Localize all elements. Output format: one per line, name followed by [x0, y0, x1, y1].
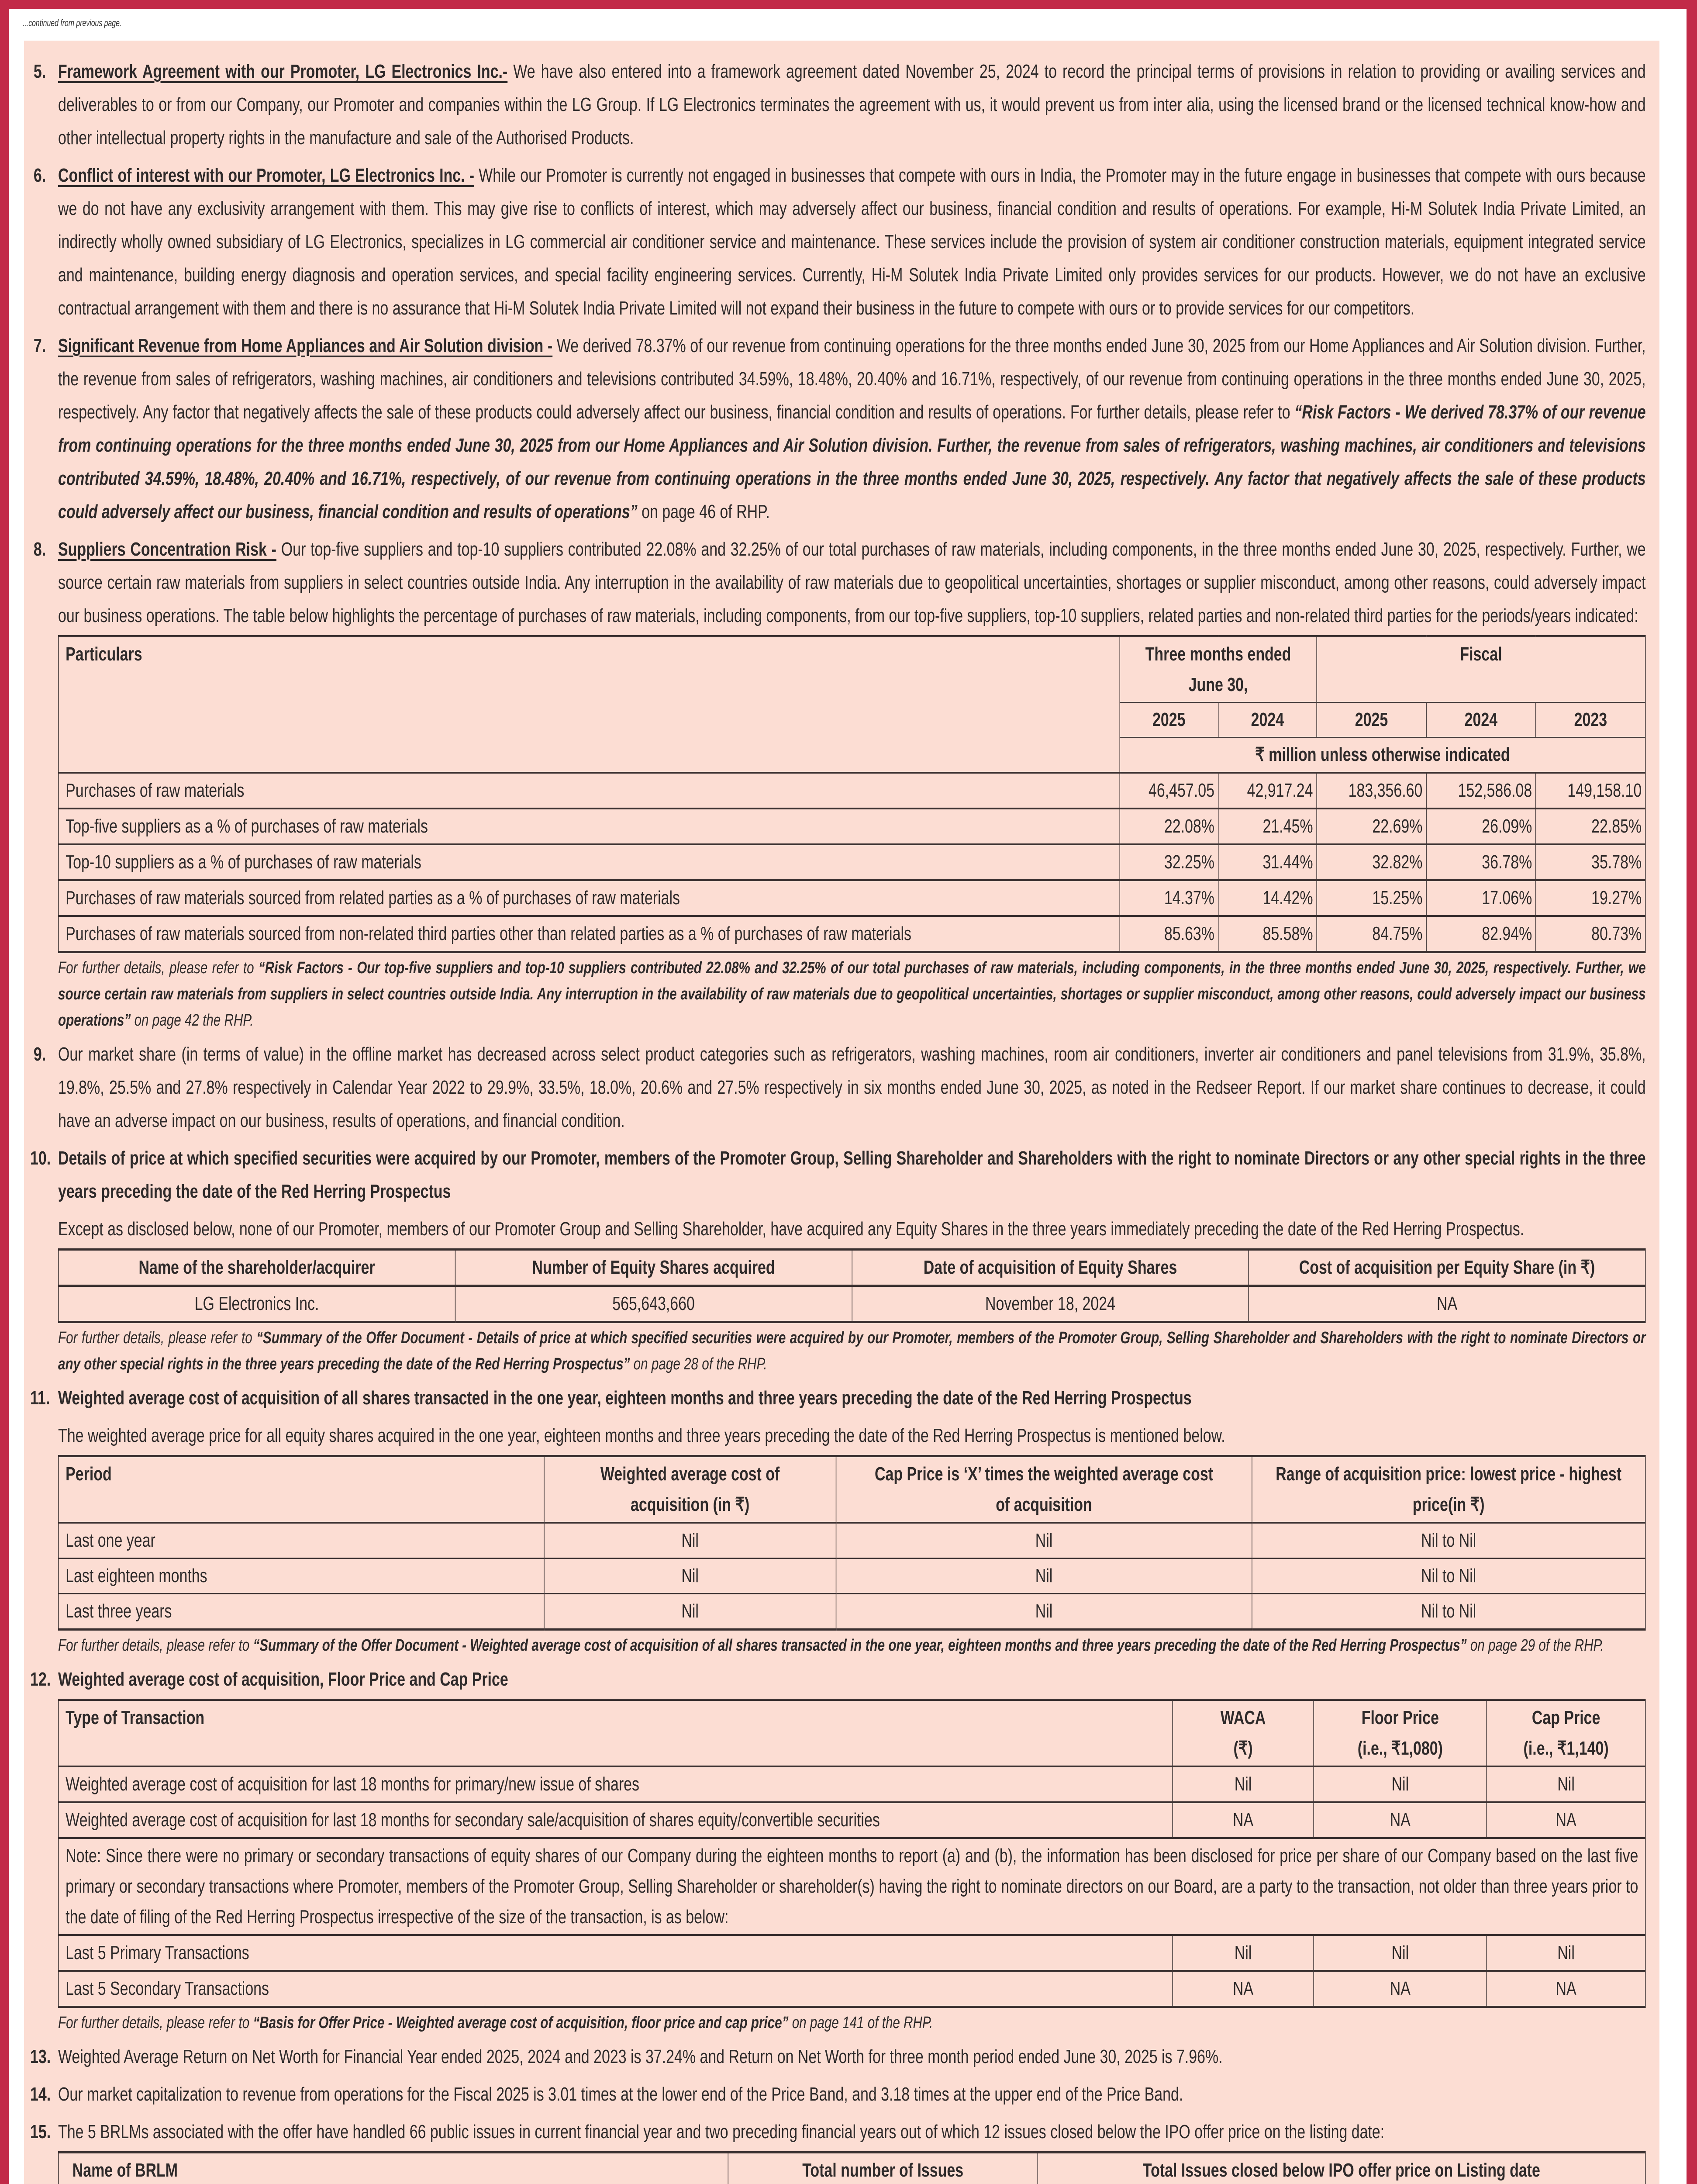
table-cell: Nil: [1173, 1766, 1314, 1802]
header-year: 2025: [1120, 702, 1218, 737]
header-cap: [1487, 1700, 1645, 1767]
table-cell: Top-10 suppliers as a % of purchases of raw materials: [59, 844, 1120, 880]
table-cell: 42,917.24: [1218, 773, 1317, 809]
table-row: [59, 1559, 1645, 1594]
summary-reference: “Summary of the Offer Document - Weighted average cost of acquisition of all shares transacted in the one year, eighteen months and three years preceding the date of the Red Herring Prospectus”: [253, 1636, 1467, 1655]
table-cell: Nil: [544, 1559, 836, 1594]
table-cell: Purchases of raw materials sourced from related parties as a % of purchases of raw materials: [59, 880, 1120, 916]
table-cell: Nil to Nil: [1252, 1594, 1645, 1630]
header-waca-label: WACA: [1220, 1707, 1266, 1728]
table-cell: NA: [1487, 1802, 1645, 1838]
table-cell: Last one year: [59, 1523, 544, 1559]
item-heading: Suppliers Concentration Risk -: [58, 539, 276, 560]
table-cell: 32.82%: [1317, 844, 1426, 880]
summary-reference: “Summary of the Offer Document - Details of price at which specified securities were acquired by our Promoter, members of the Promoter Group, Selling Shareholder and Shareholders with the right to nominate Directors or any other special rights in the three years preceding the date of the Red Herring Prospectus”: [58, 1329, 1646, 1373]
item-9: [24, 1038, 1659, 1137]
table-cell: Purchases of raw materials: [59, 773, 1120, 809]
page-reference: on page 141 of the RHP.: [788, 2014, 933, 2032]
table-header: Cost of acquisition per Equity Share (in ₹): [1249, 1250, 1645, 1286]
table-cell: Nil: [544, 1594, 836, 1630]
item-15: [24, 2115, 1659, 2184]
page-sheet: [9, 9, 1687, 2184]
table-cell: 22.08%: [1120, 809, 1218, 844]
table-cell: 31.44%: [1218, 844, 1317, 880]
table-cell: LG Electronics Inc.: [59, 1286, 455, 1322]
table-cell: Last eighteen months: [59, 1559, 544, 1594]
table-cell: 21.45%: [1218, 809, 1317, 844]
table-cell: Last 5 Secondary Transactions: [59, 1971, 1173, 2007]
note-prefix: For further details, please refer to: [58, 1636, 253, 1655]
item-number: 9.: [33, 1044, 46, 1065]
table-cell: 84.75%: [1317, 916, 1426, 952]
table-cell: November 18, 2024: [852, 1286, 1249, 1322]
table-row: [59, 1286, 1645, 1322]
header-year: 2024: [1218, 702, 1317, 737]
header-particulars: Particulars: [59, 636, 1120, 773]
table-cell: 80.73%: [1536, 916, 1645, 952]
table-cell: 46,457.05: [1120, 773, 1218, 809]
risk-factor-reference: “Risk Factors - We derived 78.37% of our revenue from continuing operations for the three months ended June 30, 2025 from our Home Appliances and Air Solution division. Further, the revenue from sales of refrigerators, washing machines, air conditioners and televisions contributed 34.59%, 18.48%, 20.40% and 16.71%, respectively, of our revenue from continuing operations in the three months ended June 30, 2025, respectively. Any factor that negatively affects the sale of these products could adversely affect our business, financial condition and results of operations”: [58, 402, 1646, 522]
table-header: Period: [59, 1456, 544, 1523]
item-heading: Significant Revenue from Home Appliances and Air Solution division -: [58, 335, 553, 356]
item-5: [24, 55, 1659, 155]
table-header: Total number of Issues: [728, 2153, 1038, 2184]
table-row: [59, 1802, 1645, 1838]
risk-factor-reference: “Risk Factors - Our top-five suppliers and top-10 suppliers contributed 22.08% and 32.25% of our total purchases of raw materials, including components, in the three months ended June 30, 2025, respectively. Further, we source certain raw materials from suppliers in select countries outside India. Any interruption in the availability of raw materials due to geopolitical uncertainties, shortages or supplier misconduct, among other reasons, could adversely impact our business operations”: [58, 959, 1646, 1030]
table-cell: 565,643,660: [455, 1286, 852, 1322]
table-row: [59, 880, 1645, 916]
table-header: Cap Price is ‘X’ times the weighted average cost of acquisition: [836, 1456, 1252, 1523]
item-number: 14.: [30, 2084, 51, 2105]
table-row: [59, 1594, 1645, 1630]
note-prefix: For further details, please refer to: [58, 2014, 253, 2032]
item-number: 13.: [30, 2046, 51, 2067]
item-text: Weighted Average Return on Net Worth for Financial Year ended 2025, 2024 and 2023 is 37.24% and Return on Net Worth for three month period ended June 30, 2025 is 7.96%.: [58, 2046, 1223, 2067]
table-cell: NA: [1173, 1802, 1314, 1838]
item-number: 12.: [30, 1669, 51, 1690]
table-cell: Nil: [836, 1523, 1252, 1559]
item-number: 11.: [30, 1388, 50, 1409]
table-header: Name of BRLM: [59, 2153, 728, 2184]
header-cap-value: (i.e., ₹1,140): [1523, 1738, 1609, 1759]
item-text: We derived 78.37% of our revenue from continuing operations for the three months ended June 30, 2025 from our Home Appliances and Air Solution division. Further, the revenue from sales of refrigerators, washing machines, air conditioners and televisions contributed 34.59%, 18.48%, 20.40% and 16.71%, respectively, of our revenue from continuing operations in the three months ended June 30, 2025, respectively. Any factor that negatively affects the sale of these products could adversely affect our business, financial condition and results of operations. For further details, please refer to: [58, 335, 1646, 423]
header-year: 2025: [1317, 702, 1426, 737]
item-13: [24, 2040, 1659, 2073]
table-cell: 85.63%: [1120, 916, 1218, 952]
page-reference: on page 28 of the RHP.: [630, 1355, 767, 1373]
item-number: 8.: [33, 539, 46, 560]
table-header: Range of acquisition price: lowest price - highest price(in ₹): [1252, 1456, 1645, 1523]
table-cell: Last 5 Primary Transactions: [59, 1935, 1173, 1971]
item-heading: Conflict of interest with our Promoter, LG Electronics Inc. -: [58, 165, 475, 186]
header-floor: [1314, 1700, 1487, 1767]
header-waca-unit: (₹): [1233, 1738, 1253, 1759]
table-cell: 17.06%: [1426, 880, 1536, 916]
table-cell: Nil: [1487, 1935, 1645, 1971]
table-cell: 15.25%: [1317, 880, 1426, 916]
table-cell: 26.09%: [1426, 809, 1536, 844]
continued-from-label: ...continued from previous page.: [23, 17, 122, 28]
table-row: [59, 844, 1645, 880]
table-cell: Top-five suppliers as a % of purchases of raw materials: [59, 809, 1120, 844]
item-text: Our market share (in terms of value) in the offline market has decreased across select product categories such as refrigerators, washing machines, room air conditioners, inverter air conditioners and panel televisions from 31.9%, 35.8%, 19.8%, 25.5% and 27.8% respectively in Calendar Year 2022 to 29.9%, 33.5%, 18.0%, 20.6% and 27.5% respectively in six months ended June 30, 2025, as noted in the Redseer Report. If our market share continues to decrease, it could have an adverse impact on our business, results of operations, and financial condition.: [58, 1044, 1646, 1131]
table-cell: Nil: [1487, 1766, 1645, 1802]
header-floor-value: (i.e., ₹1,080): [1357, 1738, 1443, 1759]
table-cell: 19.27%: [1536, 880, 1645, 916]
header-waca: [1173, 1700, 1314, 1767]
header-unit-note: ₹ million unless otherwise indicated: [1120, 737, 1645, 773]
table-cell: 36.78%: [1426, 844, 1536, 880]
table-cell: Purchases of raw materials sourced from non-related third parties other than related parties as a % of purchases of raw materials: [59, 916, 1120, 952]
table-cell: 22.69%: [1317, 809, 1426, 844]
item-text: The 5 BRLMs associated with the offer have handled 66 public issues in current financial year and two preceding financial years out of which 12 issues closed below the IPO offer price on the listing date:: [58, 2122, 1385, 2143]
table-cell: Weighted average cost of acquisition for last 18 months for secondary sale/acquisition of shares equity/convertible securities: [59, 1802, 1173, 1838]
table-row: [59, 773, 1645, 809]
table-row: [59, 809, 1645, 844]
table-row: [59, 916, 1645, 952]
table-cell: NA: [1487, 1971, 1645, 2007]
table-cell: 14.37%: [1120, 880, 1218, 916]
item-number: 10.: [30, 1148, 51, 1169]
item-text: We have also entered into a framework agreement dated November 25, 2024 to record the principal terms of provisions in relation to providing or availing services and deliverables to or from our Company, our Promoter and companies within the LG Group. If LG Electronics terminates the agreement with us, it would prevent us from inter alia, using the licensed brand or the licensed technical know-how and other intellectual property rights in the manufacture and sale of the Authorised Products.: [58, 61, 1646, 149]
item-text: Except as disclosed below, none of our Promoter, members of our Promoter Group and Selling Shareholder, have acquired any Equity Shares in the three years immediately preceding the date of the Red Herring Prospectus.: [58, 1219, 1525, 1240]
table-cell: NA: [1249, 1286, 1645, 1322]
table-cell: Nil: [544, 1523, 836, 1559]
suppliers-table: [58, 635, 1646, 953]
table-cell: 82.94%: [1426, 916, 1536, 952]
table-cell: 32.25%: [1120, 844, 1218, 880]
table-header: Name of the shareholder/acquirer: [59, 1250, 455, 1286]
table-header: Total Issues closed below IPO offer price on Listing date: [1038, 2153, 1645, 2184]
acquisition-table: [58, 1248, 1646, 1323]
table-cell: Nil to Nil: [1252, 1559, 1645, 1594]
page-reference: on page 29 of the RHP.: [1466, 1636, 1604, 1655]
item-number: 15.: [30, 2122, 51, 2143]
item-11: [24, 1382, 1659, 1659]
page-reference: on page 42 the RHP.: [131, 1011, 254, 1030]
header-three-months: Three months ended June 30,: [1120, 636, 1317, 703]
table-header: Number of Equity Shares acquired: [455, 1250, 852, 1286]
item-12: [24, 1663, 1659, 2036]
content-panel: [24, 41, 1659, 2184]
table-cell: NA: [1173, 1971, 1314, 2007]
table-cell: Nil: [1314, 1935, 1487, 1971]
header-type: Type of Transaction: [59, 1700, 1173, 1767]
table-cell: NA: [1314, 1802, 1487, 1838]
item-text: The weighted average price for all equity shares acquired in the one year, eighteen months and three years preceding the date of the Red Herring Prospectus is mentioned below.: [58, 1425, 1225, 1446]
table-cell: 35.78%: [1536, 844, 1645, 880]
table-cell: Nil: [1314, 1766, 1487, 1802]
item-number: 6.: [33, 165, 46, 186]
header-floor-label: Floor Price: [1361, 1707, 1439, 1728]
item-6: [24, 159, 1659, 325]
table-cell: Nil: [1173, 1935, 1314, 1971]
table-row: [59, 1971, 1645, 2007]
table-cell: Nil to Nil: [1252, 1523, 1645, 1559]
waca-period-table: [58, 1455, 1646, 1631]
item-heading: Weighted average cost of acquisition, Floor Price and Cap Price: [58, 1669, 508, 1690]
table-cell: 22.85%: [1536, 809, 1645, 844]
header-year: 2024: [1426, 702, 1536, 737]
table-row: [59, 1935, 1645, 1971]
basis-reference: “Basis for Offer Price - Weighted average cost of acquisition, floor price and cap price”: [253, 2014, 789, 2032]
item-text: Our top-five suppliers and top-10 suppliers contributed 22.08% and 32.25% of our total purchases of raw materials, including components, in the three months ended June 30, 2025, respectively. Further, we source certain raw materials from suppliers in select countries outside India. Any interruption in the availability of raw materials due to geopolitical uncertainties, shortages or supplier misconduct, among other reasons, could adversely impact our business operations. The table below highlights the percentage of purchases of raw materials, including components, from our top-five suppliers, top-10 suppliers, related parties and non-related third parties for the periods/years indicated:: [58, 539, 1646, 626]
item-text: While our Promoter is currently not engaged in businesses that compete with ours in India, the Promoter may in the future engage in businesses that compete with ours because we do not have any exclusivity arrangement with them. This may give rise to conflicts of interest, which may adversely affect our business, financial condition and results of operations. For example, Hi-M Solutek India Private Limited, an indirectly wholly owned subsidiary of LG Electronics, specializes in LG commercial air conditioner service and maintenance. These services include the provision of system air conditioner construction materials, equipment integrated service and maintenance, building energy diagnosis and operation services, and special facility engineering services. Currently, Hi-M Solutek India Private Limited only provides services for our products. However, we do not have an exclusive contractual arrangement with them and there is no assurance that Hi-M Solutek India Private Limited will not expand their business in the future to compete with ours or to provide services for our competitors.: [58, 165, 1646, 319]
table-cell: 149,158.10: [1536, 773, 1645, 809]
waca-floor-cap-table: [58, 1699, 1646, 2008]
table-cell: Last three years: [59, 1594, 544, 1630]
header-year: 2023: [1536, 702, 1645, 737]
table-header: Weighted average cost of acquisition (in ₹): [544, 1456, 836, 1523]
item-text: Our market capitalization to revenue from operations for the Fiscal 2025 is 3.01 times at the lower end of the Price Band, and 3.18 times at the upper end of the Price Band.: [58, 2084, 1183, 2105]
note-prefix: For further details, please refer to: [58, 959, 259, 977]
table-cell: Weighted average cost of acquisition for last 18 months for primary/new issue of shares: [59, 1766, 1173, 1802]
table-cell: 183,356.60: [1317, 773, 1426, 809]
item-heading: Weighted average cost of acquisition of all shares transacted in the one year, eighteen months and three years preceding the date of the Red Herring Prospectus: [58, 1388, 1192, 1409]
table-header: Date of acquisition of Equity Shares: [852, 1250, 1249, 1286]
header-fiscal: Fiscal: [1317, 636, 1645, 703]
table-cell: 152,586.08: [1426, 773, 1536, 809]
header-cap-label: Cap Price: [1531, 1707, 1600, 1728]
table-cell: Nil: [836, 1594, 1252, 1630]
item-number: 7.: [33, 335, 46, 356]
table-cell: 85.58%: [1218, 916, 1317, 952]
table-row: [59, 1766, 1645, 1802]
table-row: [59, 1523, 1645, 1559]
item-7: [24, 329, 1659, 529]
item-heading: Details of price at which specified securities were acquired by our Promoter, members of the Promoter Group, Selling Shareholder and Shareholders with the right to nominate Directors or any other special rights in the three years preceding the date of the Red Herring Prospectus: [58, 1148, 1646, 1202]
page-reference: on page 46 of RHP.: [637, 501, 770, 522]
item-8: [24, 533, 1659, 1033]
item-heading: Framework Agreement with our Promoter, LG Electronics Inc.-: [58, 61, 508, 82]
item-14: [24, 2078, 1659, 2111]
brlm-table: [58, 2151, 1646, 2184]
note-prefix: For further details, please refer to: [58, 1329, 257, 1347]
item-10: [24, 1142, 1659, 1377]
table-cell: Nil: [836, 1559, 1252, 1594]
table-note: Note: Since there were no primary or secondary transactions of equity shares of our Company during the eighteen months to report (a) and (b), the information has been disclosed for price per share of our Company based on the last five primary or secondary transactions where Promoter, members of the Promoter Group, Selling Shareholder or shareholder(s) having the right to nominate directors on our Board, are a party to the transaction, not older than three years prior to the date of filing of the Red Herring Prospectus irrespective of the size of the transaction, is as below:: [59, 1838, 1645, 1935]
content-body: [24, 41, 1659, 2184]
table-cell: NA: [1314, 1971, 1487, 2007]
item-number: 5.: [33, 61, 46, 82]
table-cell: 14.42%: [1218, 880, 1317, 916]
